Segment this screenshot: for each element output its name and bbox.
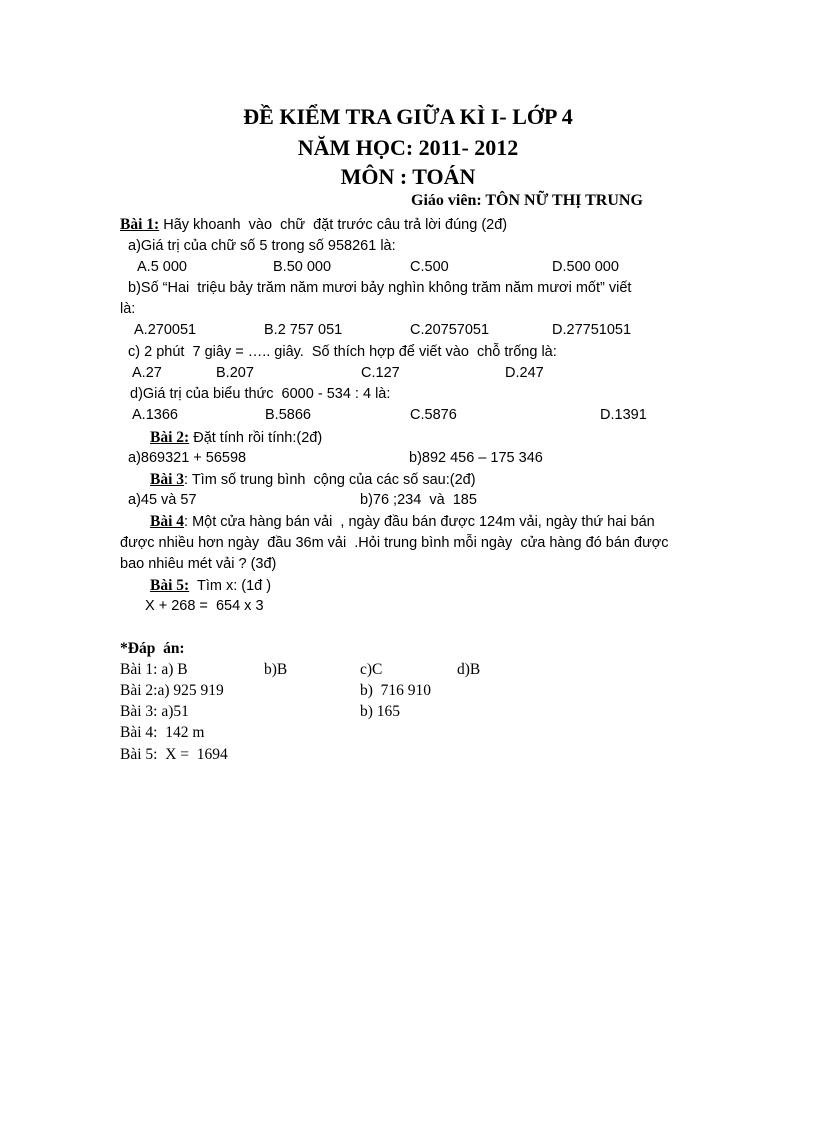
bai1-c-option-c: C.127 bbox=[361, 365, 400, 381]
answer-bai1-c: c)C bbox=[360, 661, 383, 678]
bai1-question-d: d)Giá trị của biểu thức 6000 - 534 : 4 là: bbox=[130, 386, 391, 402]
bai4-heading bbox=[150, 512, 655, 531]
answer-bai3-b: b) 165 bbox=[360, 703, 401, 720]
answers-heading: *Đáp án: bbox=[120, 640, 185, 657]
bai4-label: Bài 4 bbox=[150, 513, 185, 530]
bai2-label: Bài 2: bbox=[150, 429, 190, 446]
bai1-d-option-a: A.1366 bbox=[132, 407, 178, 423]
bai1-question-b-cont: là: bbox=[120, 301, 136, 317]
bai1-a-option-c: C.500 bbox=[410, 259, 449, 275]
bai1-d-option-b: B.5866 bbox=[265, 407, 311, 423]
bai1-b-option-d: D.27751051 bbox=[552, 322, 632, 338]
bai1-b-option-a: A.270051 bbox=[134, 322, 197, 338]
bai1-b-option-c: C.20757051 bbox=[410, 322, 490, 338]
bai5-heading bbox=[150, 576, 271, 595]
bai3-part-a: a)45 và 57 bbox=[128, 492, 197, 508]
bai1-question-c: c) 2 phút 7 giây = ….. giây. Số thích hợp để viết vào chỗ trống là: bbox=[128, 344, 557, 360]
bai4-text-line3: bao nhiêu mét vải ? (3đ) bbox=[120, 556, 277, 572]
bai1-d-option-d: D.1391 bbox=[600, 407, 647, 423]
bai5-text: Tìm x: (1đ ) bbox=[189, 578, 272, 594]
bai1-question-a: a)Giá trị của chữ số 5 trong số 958261 là: bbox=[128, 238, 396, 254]
answer-bai5: Bài 5: X = 1694 bbox=[120, 746, 228, 763]
answer-bai2-a: Bài 2:a) 925 919 bbox=[120, 682, 224, 699]
bai3-label: Bài 3 bbox=[150, 471, 185, 488]
bai1-d-option-c: C.5876 bbox=[410, 407, 457, 423]
bai4-text-line1: : Một cửa hàng bán vải , ngày đầu bán được 124m vải, ngày thứ hai bán bbox=[184, 514, 655, 530]
bai1-question-b: b)Số “Hai triệu bảy trăm năm mươi bảy nghìn không trăm năm mươi mốt” viết bbox=[128, 280, 632, 296]
bai2-part-b: b)892 456 – 175 346 bbox=[409, 450, 543, 466]
bai2-text: Đặt tính rồi tính:(2đ) bbox=[189, 430, 323, 446]
bai4-text-line2: được nhiều hơn ngày đầu 36m vải .Hỏi trung bình mỗi ngày cửa hàng đó bán được bbox=[120, 535, 669, 551]
bai3-heading bbox=[150, 470, 476, 489]
bai5-label: Bài 5: bbox=[150, 577, 190, 594]
bai1-a-option-a: A.5 000 bbox=[137, 259, 187, 275]
answer-bai2-b: b) 716 910 bbox=[360, 682, 432, 699]
bai1-a-option-b: B.50 000 bbox=[273, 259, 332, 275]
teacher-name: Giáo viên: TÔN NỮ THỊ TRUNG bbox=[411, 192, 643, 209]
school-year: NĂM HỌC: 2011- 2012 bbox=[297, 135, 519, 160]
bai2-heading bbox=[150, 428, 322, 447]
answer-bai4: Bài 4: 142 m bbox=[120, 724, 205, 741]
bai1-b-option-b: B.2 757 051 bbox=[264, 322, 343, 338]
bai5-expression: X + 268 = 654 x 3 bbox=[145, 598, 264, 614]
bai1-c-option-a: A.27 bbox=[132, 365, 162, 381]
bai2-part-a: a)869321 + 56598 bbox=[128, 450, 247, 466]
bai1-heading bbox=[120, 215, 507, 234]
bai1-c-option-d: D.247 bbox=[505, 365, 544, 381]
bai1-text: Hãy khoanh vào chữ đặt trước câu trả lời đúng (2đ) bbox=[159, 217, 508, 233]
bai1-label: Bài 1: bbox=[120, 216, 160, 233]
answer-bai3-a: Bài 3: a)51 bbox=[120, 703, 189, 720]
bai3-part-b: b)76 ;234 và 185 bbox=[360, 492, 477, 508]
bai3-text: : Tìm số trung bình cộng của các số sau:(2đ) bbox=[184, 472, 476, 488]
answer-bai1-b: b)B bbox=[264, 661, 288, 678]
answer-bai1-d: d)B bbox=[457, 661, 481, 678]
bai1-c-option-b: B.207 bbox=[216, 365, 254, 381]
bai1-a-option-d: D.500 000 bbox=[552, 259, 619, 275]
exam-title: ĐỀ KIỂM TRA GIỮA KÌ I- LỚP 4 bbox=[243, 104, 573, 129]
answer-bai1-a: Bài 1: a) B bbox=[120, 661, 188, 678]
subject: MÔN : TOÁN bbox=[340, 164, 476, 189]
